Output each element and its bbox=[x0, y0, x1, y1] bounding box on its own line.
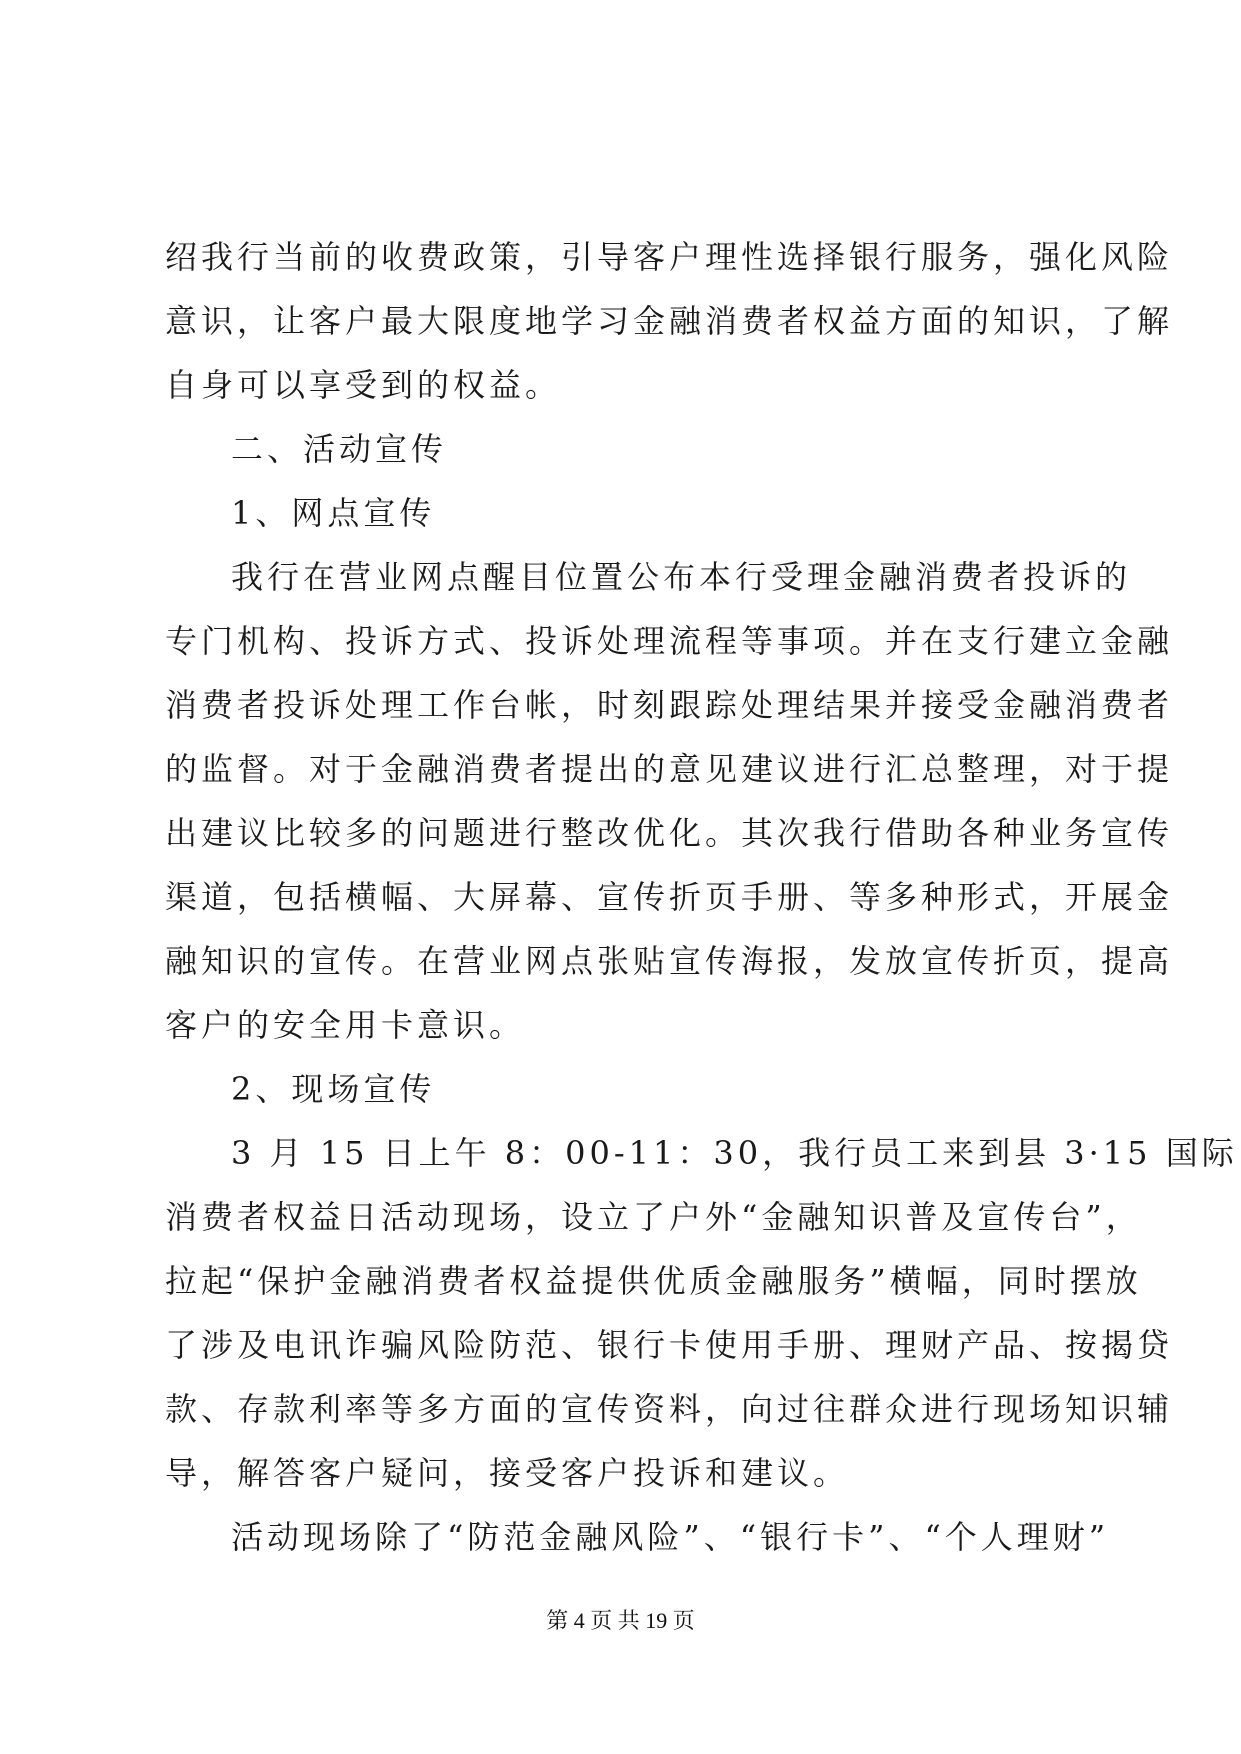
text-line: 渠道，包括横幅、大屏幕、宣传折页手册、等多种形式，开展金 bbox=[165, 878, 1174, 916]
text-line: 3 月 15 日上午 8：00-11：30，我行员工来到县 3·15 国际 bbox=[231, 1134, 1238, 1172]
text-line: 消费者权益日活动现场，设立了户外“金融知识普及宣传台”， bbox=[165, 1198, 1142, 1236]
text-line: 的监督。对于金融消费者提出的意见建议进行汇总整理，对于提 bbox=[165, 750, 1174, 788]
text-line: 绍我行当前的收费政策，引导客户理性选择银行服务，强化风险 bbox=[165, 238, 1174, 276]
text-line: 专门机构、投诉方式、投诉处理流程等事项。并在支行建立金融 bbox=[165, 622, 1174, 660]
text-line: 出建议比较多的问题进行整改优化。其次我行借助各种业务宣传 bbox=[165, 814, 1174, 852]
text-line: 拉起“保护金融消费者权益提供优质金融服务”横幅，同时摆放 bbox=[165, 1262, 1142, 1300]
text-line: 我行在营业网点醒目位置公布本行受理金融消费者投诉的 bbox=[231, 558, 1132, 596]
text-line: 导，解答客户疑问，接受客户投诉和建议。 bbox=[165, 1454, 850, 1492]
page-number-footer: 第 4 页 共 19 页 bbox=[546, 1608, 695, 1633]
text-line: 意识，让客户最大限度地学习金融消费者权益方面的知识，了解 bbox=[165, 302, 1174, 340]
text-line: 款、存款利率等多方面的宣传资料，向过往群众进行现场知识辅 bbox=[165, 1390, 1174, 1428]
section-heading: 二、活动宣传 bbox=[231, 430, 448, 468]
subsection-heading: 2、现场宣传 bbox=[231, 1070, 436, 1108]
text-line: 客户的安全用卡意识。 bbox=[165, 1006, 526, 1044]
text-line: 消费者投诉处理工作台帐，时刻跟踪处理结果并接受金融消费者 bbox=[165, 686, 1174, 724]
text-line: 了涉及电讯诈骗风险防范、银行卡使用手册、理财产品、按揭贷 bbox=[165, 1326, 1174, 1364]
text-line: 融知识的宣传。在营业网点张贴宣传海报，发放宣传折页，提高 bbox=[165, 942, 1174, 980]
text-line: 活动现场除了“防范金融风险”、“银行卡”、“个人理财” bbox=[231, 1518, 1110, 1556]
body-text bbox=[165, 225, 1238, 1569]
text-line: 自身可以享受到的权益。 bbox=[165, 366, 562, 404]
subsection-heading: 1、网点宣传 bbox=[231, 494, 436, 532]
